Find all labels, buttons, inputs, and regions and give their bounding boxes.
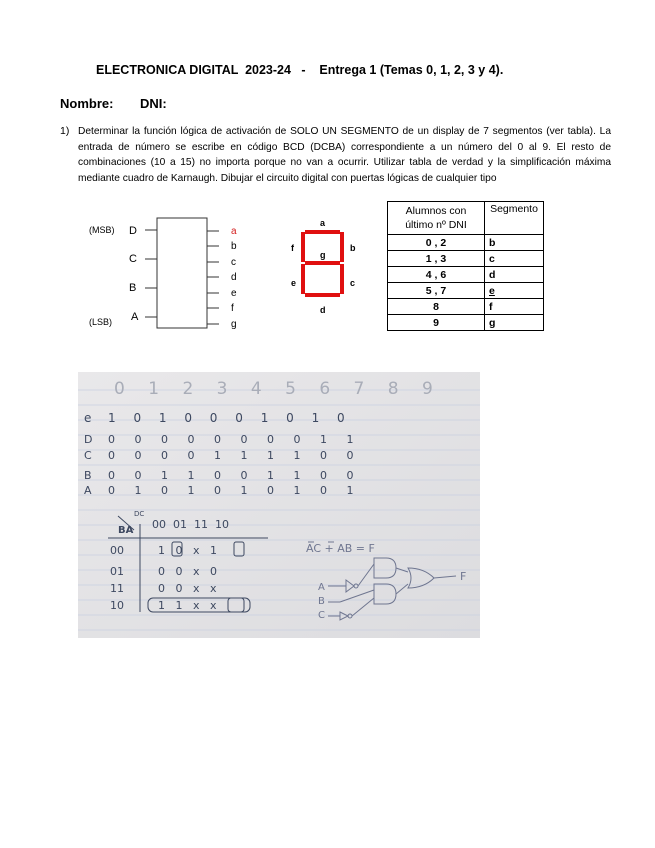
kmap-col-headers: 00 01 11 10: [152, 518, 229, 531]
kmap-corner-ba: BA: [118, 525, 134, 536]
table-row: 0 , 2 b: [388, 235, 544, 251]
gate-input-c: C: [318, 610, 325, 621]
question-text: Determinar la función lógica de activación de SOLO UN SEGMENTO de un display de 7 segmentos (ver tabla). La entrada de número se escribe en código BCD (DCBA) correspondiente a un número del 0 al 9. El resto de combinaciones (10 a 15) no importa porque no van a ocurrir. Utilizar tabla de verdad y la simplificación máxima mediante cuadro de Karnaugh. Dibujar el circuito digital con puertas lógicas de cualquier tipo: [78, 126, 611, 184]
table-row: 1 , 3 c: [388, 251, 544, 267]
segment-e: [301, 264, 305, 294]
kmap-row-label-00: 00: [110, 544, 124, 557]
segment-f: [301, 232, 305, 262]
table-row: 5 , 7 e: [388, 283, 544, 299]
seg-label-a: a: [320, 218, 326, 228]
kmap-row-cells-00: 1 0 x 1: [158, 544, 217, 557]
segment-g: [305, 261, 340, 265]
output-g: g: [231, 319, 237, 330]
table-row: 8 f: [388, 299, 544, 315]
kmap-row-cells-10: 1 1 x x: [158, 599, 217, 612]
seven-segment-display: [288, 214, 368, 316]
table-header-dni: Alumnos con último nº DNI: [388, 202, 485, 235]
seg-label-g: g: [320, 250, 326, 260]
truth-label-b: B: [84, 469, 92, 482]
decoder-box: [157, 218, 207, 328]
segment-a: [305, 230, 340, 234]
output-d: d: [231, 272, 237, 283]
input-d: D: [129, 225, 137, 237]
truth-values-c: 0 0 0 0 1 1 1 1 0 0: [108, 449, 362, 462]
segment-b: [340, 232, 344, 262]
truth-values-a: 0 1 0 1 0 1 0 1 0 1: [108, 484, 362, 497]
kmap-row-label-01: 01: [110, 565, 124, 578]
input-a: A: [131, 311, 139, 323]
truth-label-d: D: [84, 433, 93, 446]
gate-output-f: F: [460, 570, 467, 583]
page-title: ELECTRONICA DIGITAL 2023-24 - Entrega 1 (Temas 0, 1, 2, 3 y 4).: [96, 63, 504, 77]
table-header-segment: Segmento: [485, 202, 544, 235]
table-row: 4 , 6 d: [388, 267, 544, 283]
kmap-row-cells-11: 0 0 x x: [158, 582, 217, 595]
dni-label: DNI:: [140, 96, 167, 111]
input-c: C: [129, 253, 137, 265]
output-b: b: [231, 241, 237, 252]
output-a: a: [231, 226, 237, 237]
nombre-label: Nombre:: [60, 96, 114, 111]
truth-label-e: e: [84, 411, 92, 425]
truth-values-b: 0 0 1 1 0 0 1 1 0 0: [108, 469, 362, 482]
seg-label-b: b: [350, 243, 356, 253]
handwritten-solution-photo: [78, 372, 480, 638]
output-c: c: [231, 257, 236, 268]
seg-label-d: d: [320, 305, 326, 315]
seg-label-c: c: [350, 278, 356, 288]
output-e: e: [231, 288, 237, 299]
lsb-label: (LSB): [89, 317, 113, 327]
handwritten-digits: 0 1 2 3 4 5 6 7 8 9: [114, 379, 442, 399]
segment-d: [305, 293, 340, 297]
truth-values-d: 0 0 0 0 0 0 0 0 1 1: [108, 433, 362, 446]
truth-label-c: C: [84, 449, 92, 462]
seg-label-e: e: [291, 278, 297, 288]
dni-segment-table: [387, 201, 544, 331]
segment-c: [340, 264, 344, 294]
table-header-row: [388, 202, 544, 235]
truth-values-e: 1 0 1 0 0 0 1 0 1 0: [108, 411, 352, 425]
kmap-corner-dc: DC: [134, 510, 145, 518]
decoder-circuit: [85, 214, 260, 334]
gate-input-a: A: [318, 582, 325, 593]
kmap-row-label-11: 11: [110, 582, 124, 595]
seg-label-f: f: [291, 243, 294, 253]
table-row: 9 g: [388, 315, 544, 331]
gate-input-b: B: [318, 596, 325, 607]
truth-label-a: A: [84, 484, 92, 497]
kmap-row-label-10: 10: [110, 599, 124, 612]
question-number: 1): [60, 125, 70, 137]
output-f: f: [231, 303, 234, 314]
msb-label: (MSB): [89, 225, 115, 235]
input-b: B: [129, 282, 137, 294]
handwritten-expression: AC + AB = F: [306, 542, 375, 555]
kmap-row-cells-01: 0 0 x 0: [158, 565, 217, 578]
